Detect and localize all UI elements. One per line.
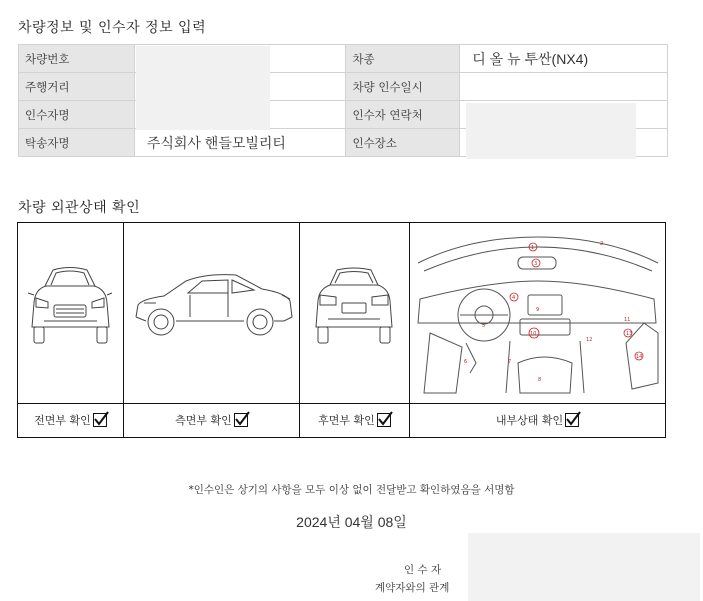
checkbox-checked-icon[interactable]	[377, 413, 391, 427]
rear-check-label: 후면부 확인	[318, 414, 375, 427]
interior-check-label: 내부상태 확인	[495, 414, 564, 427]
driver-name-value: 주식회사 핸들모빌리티	[134, 129, 346, 157]
table-row	[19, 73, 668, 101]
marker-12: 12	[586, 337, 593, 343]
checkbox-checked-icon[interactable]	[93, 413, 107, 427]
driver-name-label: 탁송자명	[19, 129, 135, 157]
checkbox-checked-icon[interactable]	[565, 413, 579, 427]
marker-5: 5	[482, 323, 486, 329]
marker-10: 10	[530, 331, 537, 337]
vehicle-info-title: 차량정보 및 인수자 정보 입력	[18, 20, 207, 36]
marker-8: 8	[538, 377, 542, 383]
inspection-grid	[17, 222, 666, 438]
front-check-label: 전면부 확인	[34, 414, 91, 427]
marker-11: 11	[624, 317, 631, 323]
delivery-place-label: 인수장소	[346, 129, 460, 157]
marker-1: 1	[531, 245, 535, 251]
rear-check[interactable]	[300, 403, 409, 437]
interior-check[interactable]	[410, 403, 665, 437]
car-side-image	[124, 223, 299, 404]
front-column	[18, 223, 124, 437]
redacted-area	[136, 46, 270, 130]
delivery-datetime-label: 차량 인수일시	[346, 73, 460, 101]
car-front-image	[18, 223, 123, 404]
marker-2: 2	[600, 241, 604, 247]
pledge-statement: *인수인은 상기의 사항을 모두 이상 없이 전달받고 확인하였음을 서명함	[188, 484, 515, 496]
redacted-area	[466, 103, 636, 159]
car-interior-image	[410, 223, 665, 404]
marker-9: 9	[536, 307, 540, 313]
exterior-check-title: 차량 외관상태 확인	[18, 200, 141, 216]
checkbox-checked-icon[interactable]	[234, 413, 248, 427]
rear-column	[300, 223, 410, 437]
marker-7: 7	[508, 359, 512, 365]
table-row	[19, 45, 668, 73]
car-rear-image	[300, 223, 409, 404]
marker-14: 14	[636, 354, 643, 360]
marker-3: 3	[534, 261, 538, 267]
signature-redacted-area	[468, 533, 700, 601]
receiver-contact-label: 인수자 연락처	[346, 101, 460, 129]
side-column	[124, 223, 300, 437]
vehicle-model-label: 차종	[346, 45, 460, 73]
vehicle-model-value: 디 올 뉴 투싼(NX4)	[460, 45, 668, 73]
interior-column	[410, 223, 665, 437]
marker-13: 13	[626, 331, 633, 337]
delivery-datetime-value	[460, 73, 668, 101]
receiver-name-label: 인수자명	[19, 101, 135, 129]
marker-6: 6	[464, 359, 468, 365]
mileage-label: 주행거리	[19, 73, 135, 101]
receiver-label: 인 수 자	[404, 564, 442, 576]
side-check[interactable]	[124, 403, 299, 437]
sign-date: 2024년 04월 08일	[296, 514, 407, 530]
marker-4: 4	[512, 295, 516, 301]
front-check[interactable]	[18, 403, 123, 437]
vehicle-number-label: 차량번호	[19, 45, 135, 73]
side-check-label: 측면부 확인	[175, 414, 232, 427]
relation-label: 계약자와의 관계	[375, 582, 450, 594]
